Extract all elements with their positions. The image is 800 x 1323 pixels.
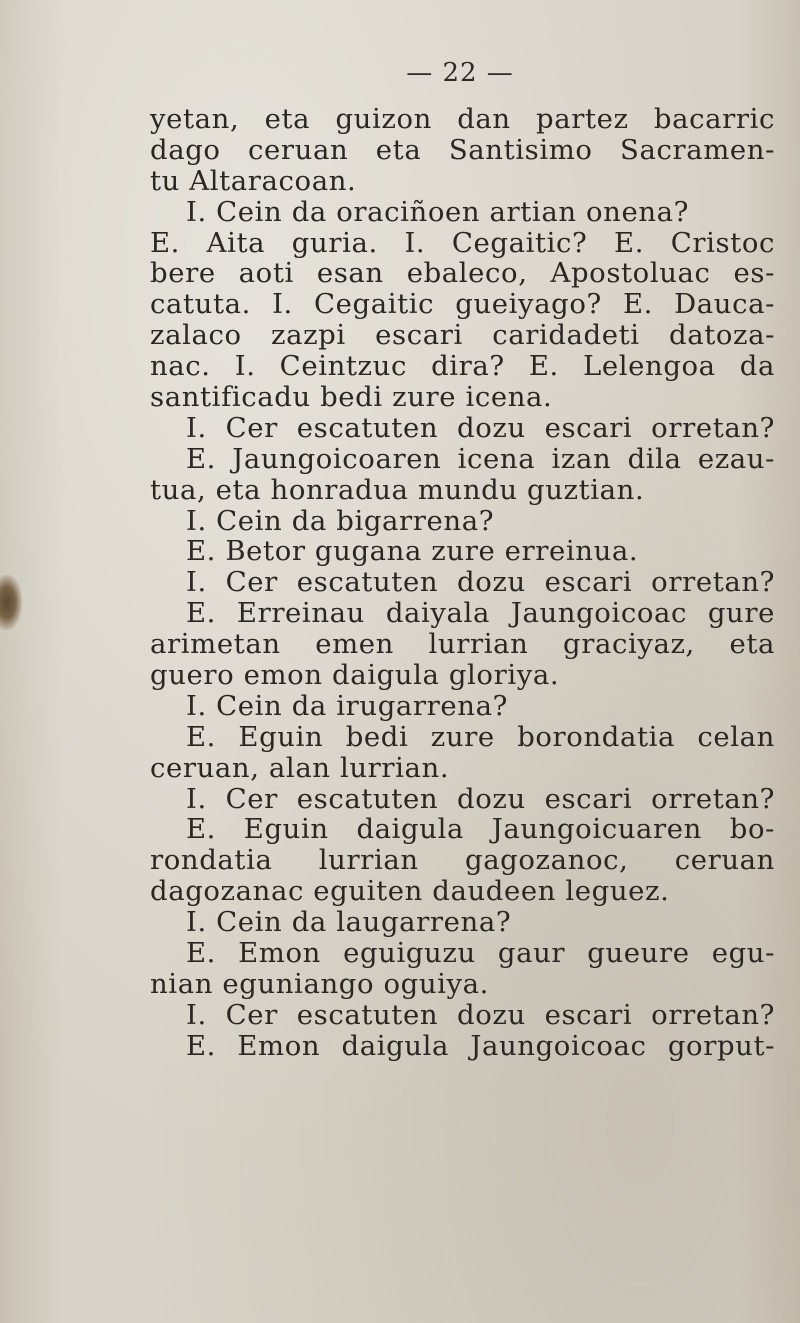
text-line: dagozanac eguiten daudeen leguez. xyxy=(150,875,670,908)
text-line: guero emon daigula gloriya. xyxy=(150,659,560,692)
text-line: E. Erreinau daiyala Jaungoicoac gure xyxy=(186,597,775,630)
text-line: E. Betor gugana zure erreinua. xyxy=(186,535,639,568)
text-line: E. Jaungoicoaren icena izan dila ezau- xyxy=(186,442,775,475)
text-line: tu Altaracoan. xyxy=(150,164,357,197)
text-line: nian eguniango oguiya. xyxy=(150,967,489,1000)
text-line: I. Cer escatuten dozu escari orretan? xyxy=(186,566,775,599)
text-line: I. Cein da laugarrena? xyxy=(186,906,512,939)
text-line: E. Emon eguiguzu gaur gueure egu- xyxy=(186,937,775,970)
text-line: I. Cer escatuten dozu escari orretan? xyxy=(186,782,775,815)
text-line: I. Cer escatuten dozu escari orretan? xyxy=(186,411,775,444)
text-line: I. Cein da bigarrena? xyxy=(186,504,495,537)
text-line: arimetan emen lurrian graciyaz, eta xyxy=(150,628,775,661)
text-line: nac. I. Ceintzuc dira? E. Lelengoa da xyxy=(150,350,775,383)
text-line: tua, eta honradua mundu guztian. xyxy=(150,473,645,506)
text-line: bere aoti esan ebaleco, Apostoluac es- xyxy=(150,257,775,290)
text-line: rondatia lurrian gagozanoc, ceruan xyxy=(150,844,775,877)
text-line: zalaco zazpi escari caridadeti datoza- xyxy=(150,319,775,352)
text-line: I. Cein da oraciñoen artian onena? xyxy=(186,195,689,228)
text-line: E. Aita guria. I. Cegaitic? E. Cristoc xyxy=(150,226,775,259)
text-line: E. Emon daigula Jaungoicoac gorput- xyxy=(186,1029,775,1062)
text-line: I. Cer escatuten dozu escari orretan? xyxy=(186,998,775,1031)
page-number: — 22 — xyxy=(406,58,514,88)
body-text xyxy=(150,104,775,1062)
text-line: E. Eguin bedi zure borondatia celan xyxy=(186,720,775,753)
text-line: santificadu bedi zure icena. xyxy=(150,381,553,414)
text-line: yetan, eta guizon dan partez bacarric xyxy=(150,103,775,135)
page-edge-stain xyxy=(0,575,22,630)
text-line: ceruan, alan lurrian. xyxy=(150,751,450,784)
text-line: E. Eguin daigula Jaungoicuaren bo- xyxy=(186,813,775,846)
text-line: dago ceruan eta Santisimo Sacramen- xyxy=(150,133,775,166)
text-line: catuta. I. Cegaitic gueiyago? E. Dauca- xyxy=(150,288,775,321)
text-line: I. Cein da irugarrena? xyxy=(186,689,508,722)
